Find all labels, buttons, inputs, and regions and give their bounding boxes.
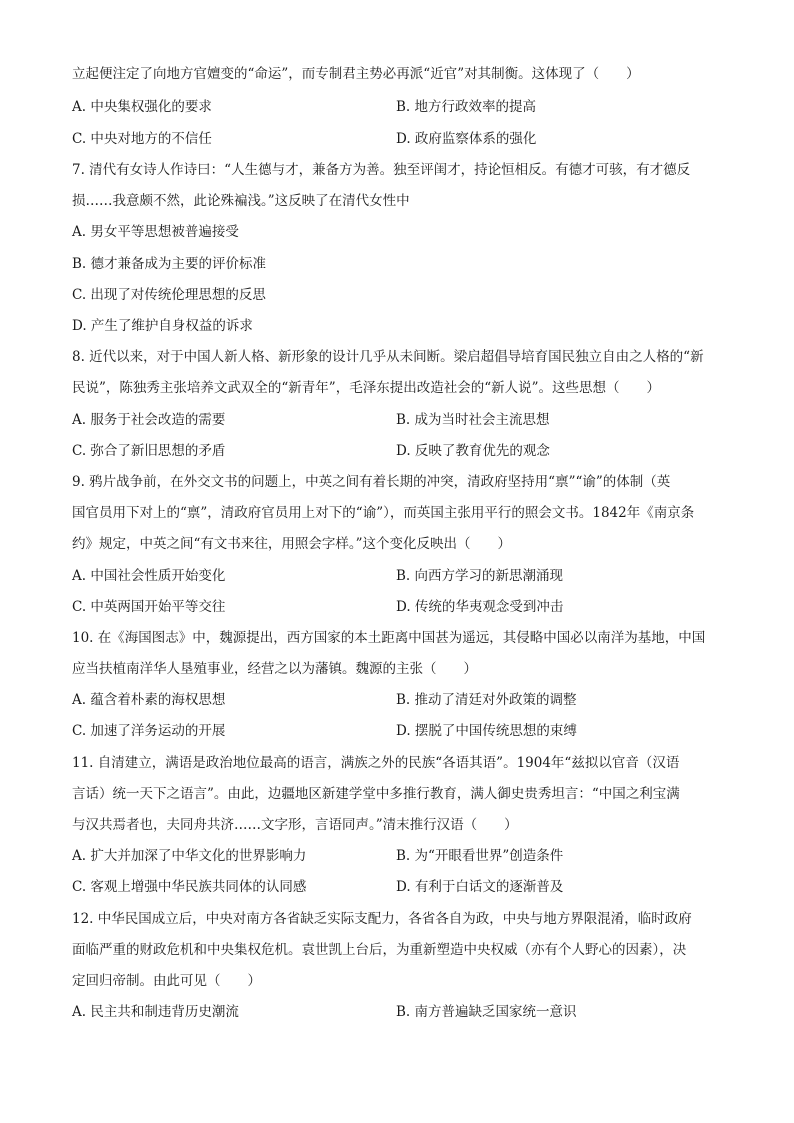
q9-option-d: D. 传统的华夷观念受到冲击: [396, 599, 564, 615]
q7-stem-line-2: 损……我意颇不然，此论殊褊浅。”这反映了在清代女性中: [72, 193, 410, 209]
q7-option-d: D. 产生了维护自身权益的诉求: [72, 318, 253, 334]
q6-option-a: A. 中央集权强化的要求: [72, 99, 212, 115]
q11-option-c: C. 客观上增强中华民族共同体的认同感: [72, 879, 307, 895]
q7-option-b: B. 德才兼备成为主要的评价标准: [72, 256, 267, 272]
q12-stem-line-3: 定回归帝制。由此可见（ ）: [72, 973, 261, 989]
q9-option-a: A. 中国社会性质开始变化: [72, 568, 226, 584]
q8-stem-line-1: 8. 近代以来，对于中国人新人格、新形象的设计几乎从未间断。梁启超倡导培育国民独立自由之人格的“新: [72, 349, 704, 365]
q10-option-d: D. 摆脱了中国传统思想的束缚: [396, 723, 577, 739]
q12-stem-line-1: 12. 中华民国成立后，中央对南方各省缺乏实际支配力，各省各自为政，中央与地方界限混淆，临时政府: [72, 911, 692, 927]
q12-option-b: B. 南方普遍缺乏国家统一意识: [396, 1004, 577, 1020]
q11-stem-line-2: 言话）统一天下之语言”。由此，边疆地区新建学堂中多推行教育，满人御史贵秀坦言：“中国之利宝满: [72, 786, 680, 802]
q6-stem-tail: 立起便注定了向地方官嬗变的“命运”，而专制君主势必再派“近官”对其制衡。这体现了（ ）: [72, 66, 640, 82]
q11-stem-line-3: 与汉共焉者也，夫同舟共济……文字形，言语同声。”清末推行汉语（ ）: [72, 817, 518, 833]
q9-stem-line-2: 国官员用下对上的“禀”，清政府官员用上对下的“谕”），而英国主张用平行的照会文书。1842年《南京条: [72, 505, 695, 521]
q12-stem-line-2: 面临严重的财政危机和中央集权危机。袁世凯上台后，为重新塑造中央权威（亦有个人野心的因素），决: [72, 942, 687, 958]
q11-stem-line-1: 11. 自清建立，满语是政治地位最高的语言，满族之外的民族“各语其语”。1904年“兹拟以官音（汉语: [72, 755, 680, 771]
q7-option-a: A. 男女平等思想被普遍接受: [72, 224, 239, 240]
q9-option-b: B. 向西方学习的新思潮涌现: [396, 568, 564, 584]
q6-option-b: B. 地方行政效率的提高: [396, 99, 537, 115]
q8-option-d: D. 反映了教育优先的观念: [396, 443, 550, 459]
q8-option-c: C. 弥合了新旧思想的矛盾: [72, 443, 226, 459]
q10-option-b: B. 推动了清廷对外政策的调整: [396, 692, 577, 708]
q6-option-c: C. 中央对地方的不信任: [72, 131, 212, 147]
q12-option-a: A. 民主共和制违背历史潮流: [72, 1004, 239, 1020]
q8-stem-line-2: 民说”，陈独秀主张培养文武双全的“新青年”，毛泽东提出改造社会的“新人说”。这些思想（ ）: [72, 380, 661, 396]
q11-option-d: D. 有利于白话文的逐渐普及: [396, 879, 564, 895]
q9-stem-line-3: 约》规定，中英之间“有文书来往，用照会字样。”这个变化反映出（ ）: [72, 536, 512, 552]
q6-option-d: D. 政府监察体系的强化: [396, 131, 537, 147]
q7-stem-line-1: 7. 清代有女诗人作诗曰：“人生德与才，兼备方为善。独至评闺才，持论恒相反。有德才可骇，有才德反: [72, 162, 691, 178]
q10-option-a: A. 蕴含着朴素的海权思想: [72, 692, 226, 708]
q11-option-b: B. 为“开眼看世界”创造条件: [396, 848, 564, 864]
q11-option-a: A. 扩大并加深了中华文化的世界影响力: [72, 848, 307, 864]
q8-option-b: B. 成为当时社会主流思想: [396, 412, 550, 428]
q10-stem-line-2: 应当扶植南洋华人垦殖事业，经营之以为藩镇。魏源的主张（ ）: [72, 661, 477, 677]
q9-option-c: C. 中英两国开始平等交往: [72, 599, 226, 615]
q9-stem-line-1: 9. 鸦片战争前，在外交文书的问题上，中英之间有着长期的冲突，清政府坚持用“禀”“谕”的体制（英: [72, 474, 671, 490]
q8-option-a: A. 服务于社会改造的需要: [72, 412, 226, 428]
q10-stem-line-1: 10. 在《海国图志》中，魏源提出，西方国家的本土距离中国甚为遥远，其侵略中国必以南洋为基地，中国: [72, 630, 706, 646]
q7-option-c: C. 出现了对传统伦理思想的反思: [72, 287, 266, 303]
q10-option-c: C. 加速了洋务运动的开展: [72, 723, 226, 739]
